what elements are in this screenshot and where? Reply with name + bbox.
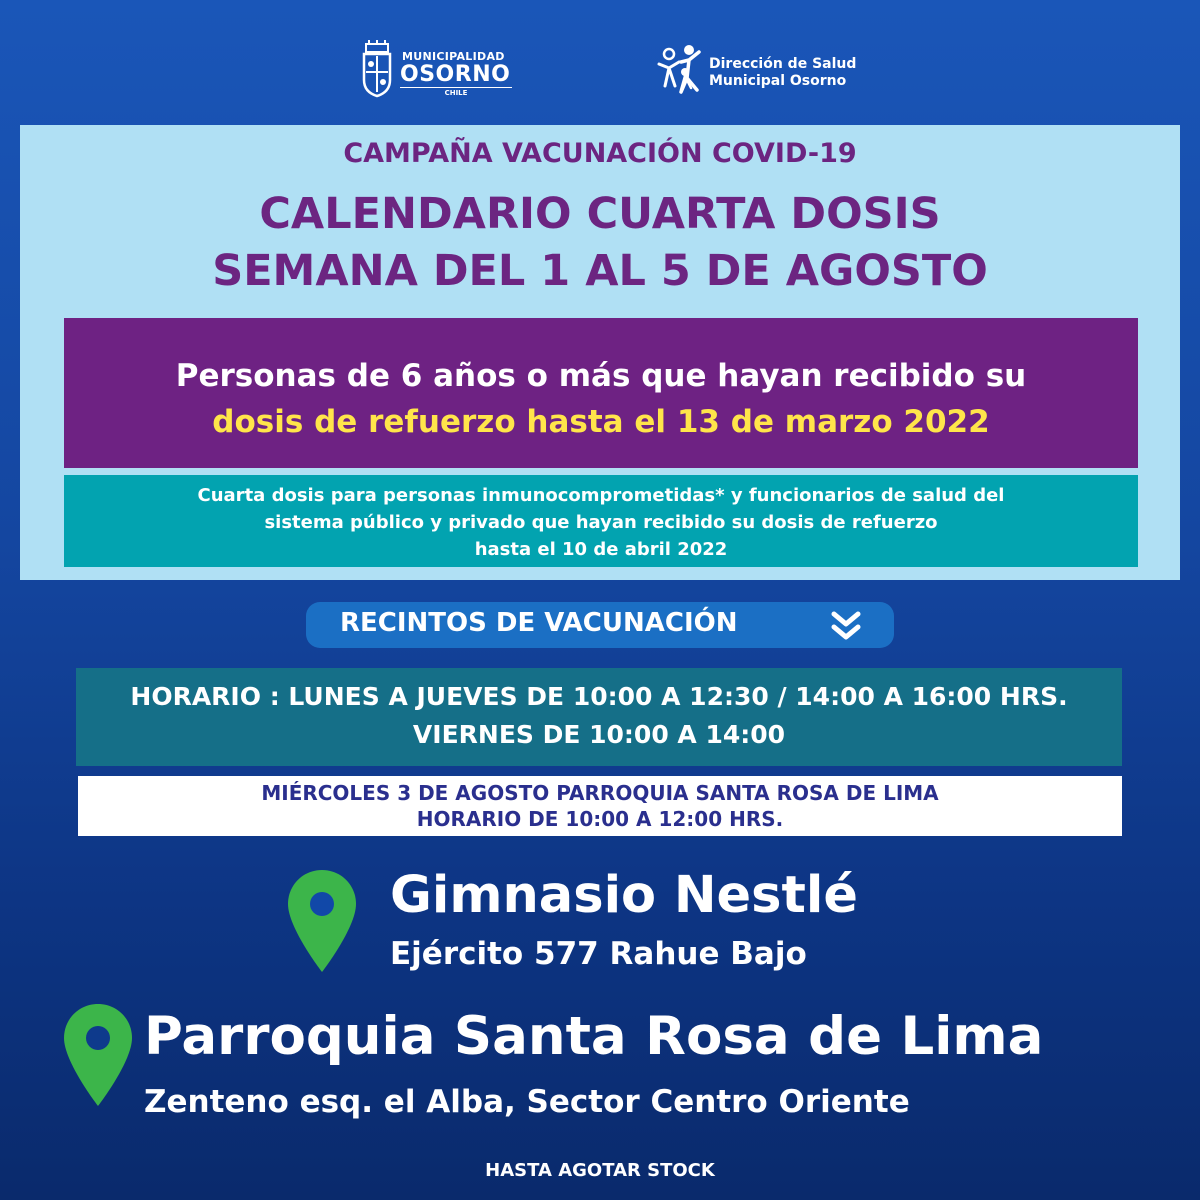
direccion-salud-text: Dirección de Salud Municipal Osorno — [709, 56, 857, 89]
schedule-text: HORARIO : LUNES A JUEVES DE 10:00 A 12:30 / 14:00 A 16:00 HRS. VIERNES DE 10:00 A 14:00 — [130, 682, 1068, 749]
chile-label: CHILE — [400, 87, 512, 97]
special-schedule-box — [78, 776, 1122, 836]
calendar-title: CALENDARIO CUARTA DOSIS SEMANA DEL 1 AL 5 DE AGOSTO — [212, 189, 988, 296]
recintos-banner — [306, 602, 894, 648]
special-schedule-text: MIÉRCOLES 3 DE AGOSTO PARROQUIA SANTA ROSA DE LIMA HORARIO DE 10:00 A 12:00 HRS. — [261, 781, 939, 831]
osorno-label: OSORNO — [400, 62, 511, 87]
campaign-title: CAMPAÑA VACUNACIÓN COVID-19 — [343, 138, 857, 169]
recintos-label: RECINTOS DE VACUNACIÓN — [340, 608, 738, 638]
eligibility-text: Personas de 6 años o más que hayan recibido su — [175, 358, 1027, 394]
direccion-salud-logo — [655, 42, 875, 102]
municipalidad-label: MUNICIPALIDAD — [402, 50, 505, 63]
map-pin-icon — [286, 868, 358, 974]
note-text: Cuarta dosis para personas inmunocomprometidas* y funcionarios de salud del sistema público y privado que hayan recibido su dosis de refuerzo hasta el 10 de abril 2022 — [197, 485, 1005, 560]
municipal-crest-icon — [360, 40, 394, 98]
health-people-icon — [655, 42, 705, 100]
location-address: Zenteno esq. el Alba, Sector Centro Oriente — [144, 1084, 910, 1120]
double-chevron-down-icon — [830, 611, 862, 641]
schedule-box — [76, 668, 1122, 766]
location-name: Gimnasio Nestlé — [390, 866, 858, 925]
location-address: Ejército 577 Rahue Bajo — [390, 936, 807, 972]
municipalidad-logo — [360, 40, 520, 100]
stock-notice: HASTA AGOTAR STOCK — [485, 1160, 715, 1181]
eligibility-highlight: dosis de refuerzo hasta el 13 de marzo 2022 — [212, 404, 990, 440]
location-name: Parroquia Santa Rosa de Lima — [144, 1006, 1044, 1067]
map-pin-icon — [62, 1002, 134, 1108]
